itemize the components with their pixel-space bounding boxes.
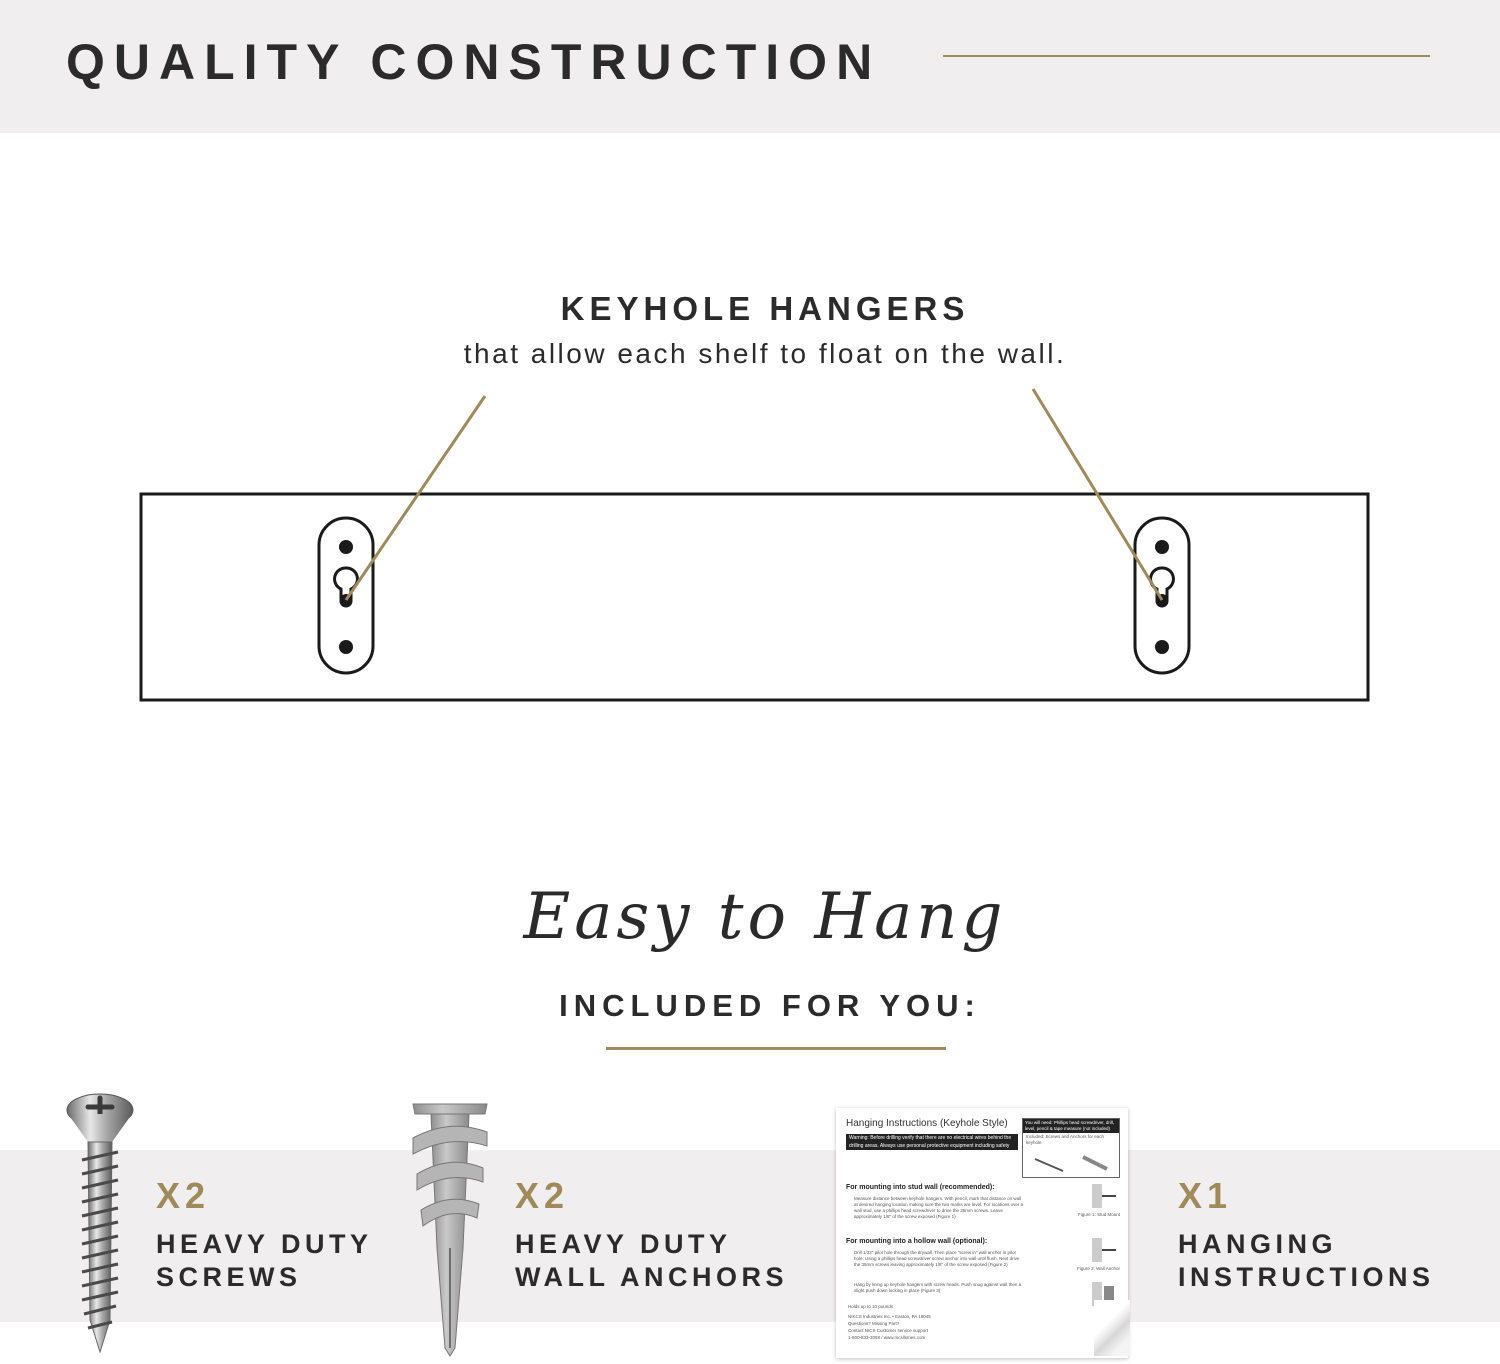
sheet-hollow-text: Drill 1/32" pilot hole through the drywall. Then place "screw in" wall anchor in pilot hole. Using a phillips head screwdriver screw anchor into wall until flush. Next drive the 35mm screws leaving approximately 1/8" of the screw exposed (Figure 2): [854, 1250, 1020, 1267]
included-heading: INCLUDED FOR YOU:: [559, 988, 981, 1023]
page-curl: [1094, 1300, 1130, 1356]
screws-label-line2: SCREWS: [156, 1262, 302, 1292]
sheet-hollow-heading: For mounting into a hollow wall (optional):: [846, 1238, 988, 1245]
sheet-stud-heading: For mounting into stud wall (recommended):: [846, 1184, 995, 1191]
callout-line-left: [346, 396, 485, 600]
keyhole-title: KEYHOLE HANGERS: [560, 290, 970, 327]
sheet-figure-1-caption: Figure 1: Stud Mount: [1077, 1212, 1120, 1217]
sheet-needs-body: Included: Screws and Anchors for each keyhole: [1026, 1134, 1105, 1145]
keyhole-subtitle: that allow each shelf to float on the wall.: [463, 338, 1067, 369]
sheet-figure-2-icon: [1090, 1236, 1120, 1264]
sheet-phone: 1-800-833-3058 / www.mcsllsmes.com: [848, 1335, 926, 1340]
sheet-title: Hanging Instructions (Keyhole Style): [846, 1118, 1008, 1129]
anchors-quantity: X2: [515, 1175, 570, 1216]
instruction-sheet-icon: [836, 1108, 1128, 1358]
easy-to-hang-script: Easy to Hang: [523, 880, 1007, 954]
sheet-figure-1-icon: [1090, 1182, 1120, 1210]
sheet-needs-head: You will need: Phillips head screwdriver, drill, level, pencil & tape measure (not included): [1023, 1119, 1119, 1133]
sheet-hang-text: Hang by lining up keyhole hangers with screw heads. Push snug against wall then a slight push down locking in place (Figure 3): [854, 1282, 1022, 1293]
screws-quantity: X2: [156, 1175, 211, 1216]
instructions-quantity: X1: [1178, 1175, 1233, 1216]
included-divider: [606, 1047, 946, 1050]
screws-label: [156, 1228, 373, 1294]
sheet-company: NIKCS Industries Inc. • Easton, PA 18045: [848, 1314, 931, 1319]
page-title: QUALITY CONSTRUCTION: [66, 34, 882, 90]
sheet-contact: Contact NICS Customer service support: [848, 1328, 929, 1333]
anchors-label: [515, 1228, 788, 1294]
sheet-hardware-icon: [1023, 1147, 1119, 1181]
sheet-figure-2-caption: Figure 2: Wall Anchor: [1077, 1266, 1120, 1271]
instructions-label-line2: INSTRUCTIONS: [1178, 1262, 1435, 1292]
instructions-label: [1178, 1228, 1435, 1294]
sheet-stud-text: Measure distance between keyhole hangers. With pencil, mark that distance on wall at desired hanging location making sure the two marks are level. For locations over a wall stud, use a phillips head screwdriver to drive the 35mm screws. Leave approximately 1/8" of the screw exposed (Figure 1): [854, 1196, 1024, 1219]
screws-label-line1: HEAVY DUTY: [156, 1229, 373, 1259]
sheet-holds: Holds up to 10 pounds: [848, 1304, 894, 1309]
screw-icon: [60, 1090, 140, 1360]
instructions-label-line1: HANGING: [1178, 1229, 1337, 1259]
anchors-label-line2: WALL ANCHORS: [515, 1262, 788, 1292]
sheet-questions: Questions? Missing Part?: [848, 1321, 900, 1326]
keyhole-hanger-left-icon: [319, 518, 373, 673]
wall-anchor-icon: [405, 1098, 495, 1358]
sheet-warning: Warning: Before drilling verify that there are no electrical wires behind the drilling areas. Always use personal protective equipment including safety glasses.: [846, 1134, 1018, 1150]
anchors-label-line1: HEAVY DUTY: [515, 1229, 732, 1259]
sheet-needs-box: [1022, 1118, 1120, 1178]
keyhole-hanger-right-icon: [1135, 518, 1189, 673]
